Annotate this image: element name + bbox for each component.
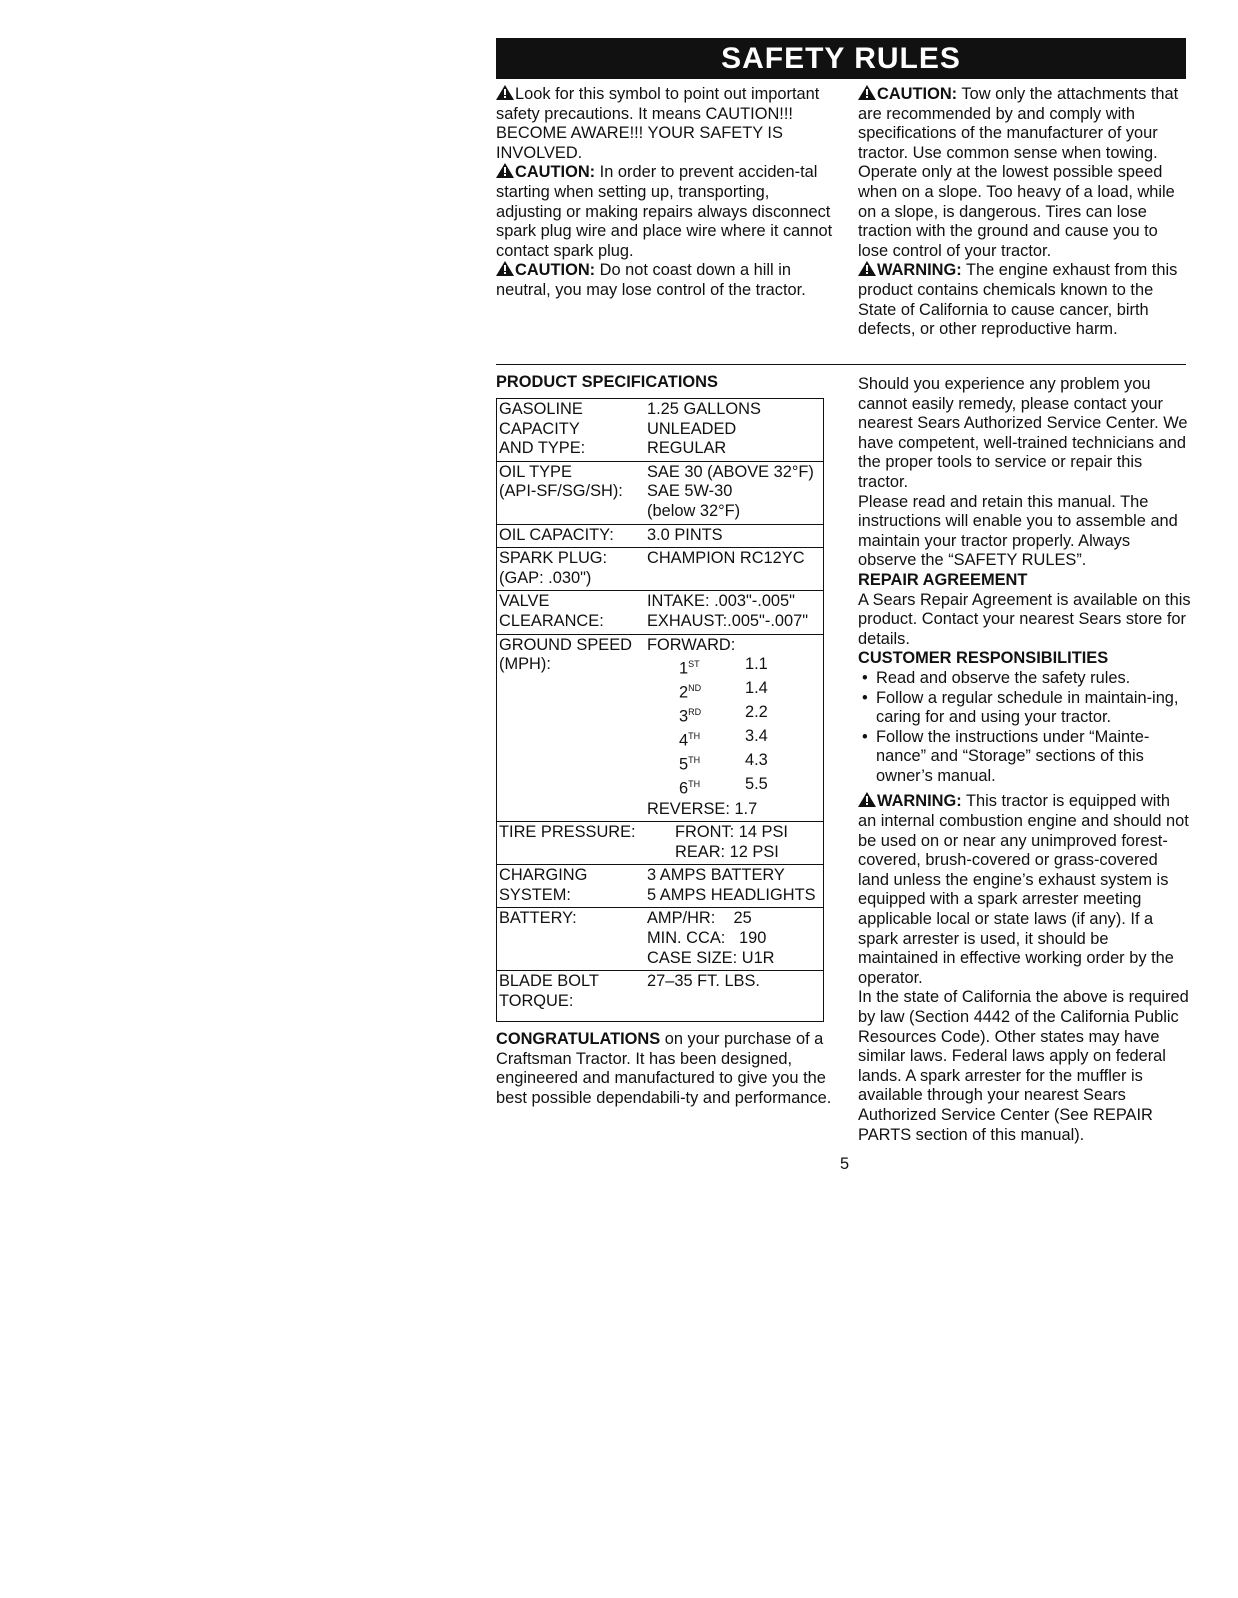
gear-speed-row bbox=[647, 751, 821, 775]
gear-speed-value: 4.3 bbox=[745, 751, 768, 770]
warning-text: This tractor is equipped with an internal combustion engine and should not be used on or near any unimproved forest-covered, brush-covered or grass-covered land unless the engine’s exhaust system is equipped with a spark arrester meeting applicable local or state laws (if any). If a spark arrester is used, it should be maintained in effective working order by the operator. bbox=[858, 792, 1189, 987]
spec-value: 3 AMPS BATTERY 5 AMPS HEADLIGHTS bbox=[647, 866, 816, 904]
spec-value: FRONT: 14 PSI REAR: 12 PSI bbox=[675, 823, 788, 861]
service-paragraph: Should you experience any problem you cannot easily remedy, please contact your nearest Sears Authorized Service Center. We have competent, well-trained technicians and the proper tools to service or repair this tractor. bbox=[858, 375, 1188, 491]
left-safety-column bbox=[496, 85, 834, 301]
spec-key: BATTERY: bbox=[499, 909, 577, 928]
caution-setup-paragraph bbox=[496, 163, 834, 261]
spec-value: 27–35 FT. LBS. bbox=[647, 972, 760, 991]
gear-speed-value: 1.1 bbox=[745, 655, 768, 674]
retain-manual-paragraph: Please read and retain this manual. The instructions will enable you to assemble and maintain your tractor properly. Always observe the “SAFETY RULES”. bbox=[858, 492, 1178, 570]
warning-exhaust-paragraph bbox=[858, 261, 1188, 339]
warning-label: WARNING: bbox=[877, 792, 962, 811]
table-row bbox=[497, 461, 824, 524]
list-item: • Read and observe the safety rules. bbox=[858, 669, 1192, 689]
caution-label: CAUTION: bbox=[515, 163, 596, 182]
right-info-column bbox=[858, 375, 1192, 1145]
table-row bbox=[497, 908, 824, 971]
warning-triangle-icon bbox=[496, 85, 514, 100]
symbol-paragraph bbox=[496, 85, 834, 163]
gear-speed-value: 1.4 bbox=[745, 679, 768, 698]
table-row bbox=[497, 591, 824, 634]
gear-speed-row bbox=[647, 703, 821, 727]
gear-number: 5TH bbox=[679, 755, 701, 774]
repair-agreement-text: A Sears Repair Agreement is available on this product. Contact your nearest Sears store for details. bbox=[858, 590, 1191, 648]
responsibilities-list bbox=[858, 669, 1192, 787]
spec-key: OIL CAPACITY: bbox=[499, 525, 614, 544]
caution-text: Tow only the attachments that are recommended by and comply with specifications of the manufacturer of your tractor. Use common sense when towing. Operate only at the lowest possible speed when on a slope. Too heavy of a load, while on a slope, is dangerous. Tires can lose traction with the ground and cause you to lose control of your tractor. bbox=[858, 85, 1179, 260]
caution-label: CAUTION: bbox=[515, 261, 596, 280]
table-row bbox=[497, 865, 824, 908]
list-item: • Follow the instructions under “Mainte-nance” and “Storage” sections of this owner’s manual. bbox=[858, 728, 1192, 787]
caution-text: Do not coast down a hill in neutral, you may lose control of the tractor. bbox=[496, 261, 806, 299]
spec-value: SAE 30 (ABOVE 32°F) SAE 5W-30 (below 32°F) bbox=[647, 462, 814, 520]
spec-key: TIRE PRESSURE: bbox=[499, 823, 636, 842]
gear-speed-row bbox=[647, 727, 821, 751]
spec-key: GROUND SPEED (MPH): bbox=[499, 635, 632, 674]
warning-triangle-icon bbox=[858, 85, 876, 100]
warning-triangle-icon bbox=[496, 261, 514, 276]
caution-label: CAUTION: bbox=[877, 85, 958, 103]
caution-text: In order to prevent acciden-tal starting when setting up, transporting, adjusting or making repairs always disconnect spark plug wire and place wire where it cannot contact spark plug. bbox=[496, 163, 833, 260]
warning-text: The engine exhaust from this product contains chemicals known to the State of California to cause cancer, birth defects, or other reproductive harm. bbox=[858, 261, 1178, 339]
gear-speed-row bbox=[647, 655, 821, 679]
california-law-paragraph: In the state of California the above is required by law (Section 4442 of the California Public Resources Code). Other states may have similar laws. Federal laws apply on federal lands. A spark arrester for the muffler is available through your nearest Sears Authorized Service Center (See REPAIR PARTS section of this manual). bbox=[858, 988, 1189, 1144]
gear-speed-value: 3.4 bbox=[745, 727, 768, 746]
gear-number: 6TH bbox=[679, 779, 701, 798]
gear-number: 3RD bbox=[679, 707, 702, 726]
warning-triangle-icon bbox=[858, 261, 876, 276]
gear-number: 1ST bbox=[679, 659, 700, 678]
spec-value: INTAKE: .003"-.005" EXHAUST:.005"-.007" bbox=[647, 592, 809, 630]
congratulations-text: on your purchase of a Craftsman Tractor. It has been designed, engineered and manufactured to give you the best possible dependabili-ty and performance. bbox=[496, 1030, 832, 1107]
specifications-title: PRODUCT SPECIFICATIONS bbox=[496, 373, 718, 391]
warning-spark-arrester-paragraph bbox=[858, 792, 1192, 988]
list-item: • Follow a regular schedule in maintain-ing, caring for and using your tractor. bbox=[858, 689, 1192, 728]
spec-value: 1.25 GALLONS UNLEADED REGULAR bbox=[647, 400, 761, 458]
table-row bbox=[497, 634, 824, 822]
spec-key: CHARGING SYSTEM: bbox=[499, 866, 588, 904]
table-row bbox=[497, 399, 824, 462]
gear-speed-row bbox=[647, 679, 821, 703]
spec-value: FORWARD: 1ST 1.1 2ND 1.4 3RD 2.2 4TH 3.4 5TH 4.3 6TH 5.5 REVERSE: 1.7 bbox=[645, 634, 824, 822]
spec-key: GASOLINE CAPACITY AND TYPE: bbox=[499, 400, 586, 458]
right-safety-column bbox=[858, 85, 1188, 340]
section-divider bbox=[496, 364, 1186, 365]
specifications-table bbox=[496, 398, 824, 1022]
spec-key: SPARK PLUG: (GAP: .030") bbox=[499, 549, 608, 587]
spec-value: 3.0 PINTS bbox=[647, 525, 723, 544]
gear-number: 4TH bbox=[679, 731, 701, 750]
gear-speed-value: 5.5 bbox=[745, 775, 768, 794]
gear-number: 2ND bbox=[679, 683, 702, 702]
gear-speed-list bbox=[647, 655, 821, 799]
table-row bbox=[497, 822, 824, 865]
symbol-text: Look for this symbol to point out important safety precautions. It means CAUTION!!! BECOME AWARE!!! YOUR SAFETY IS INVOLVED. bbox=[496, 85, 820, 162]
warning-triangle-icon bbox=[496, 163, 514, 178]
section-banner: SAFETY RULES bbox=[496, 38, 1186, 79]
gear-speed-row bbox=[647, 775, 821, 799]
page-number: 5 bbox=[840, 1155, 850, 1173]
congratulations-label: CONGRATULATIONS bbox=[496, 1030, 661, 1048]
repair-agreement-heading: REPAIR AGREEMENT bbox=[858, 570, 1028, 589]
warning-triangle-icon bbox=[858, 792, 876, 807]
spec-value: CHAMPION RC12YC bbox=[647, 549, 805, 568]
spec-value: AMP/HR: 25 MIN. CCA: 190 CASE SIZE: U1R bbox=[647, 909, 775, 967]
customer-responsibilities-heading: CUSTOMER RESPONSIBILITIES bbox=[858, 649, 1109, 668]
table-row bbox=[497, 971, 824, 1022]
caution-hill-paragraph bbox=[496, 261, 834, 300]
spec-key: BLADE BOLT TORQUE: bbox=[499, 972, 599, 1010]
spec-key: VALVE CLEARANCE: bbox=[499, 592, 604, 630]
warning-label: WARNING: bbox=[877, 261, 962, 280]
table-row bbox=[497, 524, 824, 548]
caution-tow-paragraph bbox=[858, 85, 1188, 261]
table-row bbox=[497, 548, 824, 591]
gear-speed-value: 2.2 bbox=[745, 703, 768, 722]
congratulations-paragraph bbox=[496, 1030, 832, 1108]
spec-key: OIL TYPE (API-SF/SG/SH): bbox=[499, 462, 623, 501]
